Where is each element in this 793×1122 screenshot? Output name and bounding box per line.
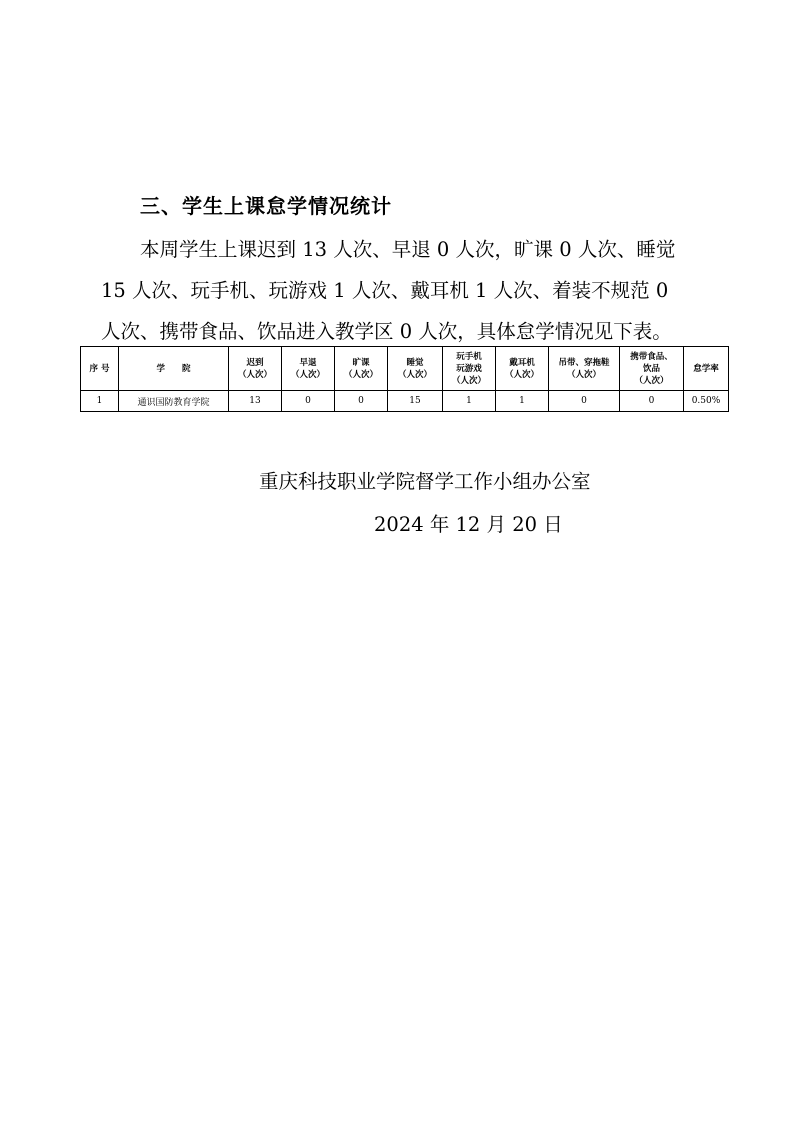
summary-line-1: 本周学生上课迟到 13 人次、早退 0 人次，旷课 0 人次、睡觉 <box>140 238 676 261</box>
column-header-line: （人次） <box>343 369 378 380</box>
column-header-line: 旷课 <box>352 357 370 368</box>
table-cell: 0 <box>335 391 388 412</box>
truancy-stats-table <box>80 346 729 412</box>
summary-paragraph <box>101 229 701 352</box>
column-header-line: （人次） <box>237 369 272 380</box>
column-header-line: 睡觉 <box>406 357 424 368</box>
column-header <box>388 347 443 391</box>
column-header <box>282 347 335 391</box>
table-cell: 0 <box>282 391 335 412</box>
column-header-line: （人次） <box>504 369 539 380</box>
table-cell: 通识国防教育学院 <box>119 391 229 412</box>
column-header <box>335 347 388 391</box>
table-cell: 15 <box>388 391 443 412</box>
column-header-line: 学 院 <box>156 363 191 374</box>
summary-line-3: 人次、携带食品、饮品进入教学区 0 人次，具体怠学情况见下表。 <box>101 320 672 343</box>
table-cell: 13 <box>229 391 282 412</box>
column-header <box>443 347 496 391</box>
column-header-line: 玩手机 <box>456 351 482 362</box>
column-header-line: 迟到 <box>246 357 264 368</box>
column-header-line: （人次） <box>397 369 432 380</box>
column-header <box>684 347 729 391</box>
column-header <box>229 347 282 391</box>
table-body <box>81 391 729 412</box>
table-cell: 0.50% <box>684 391 729 412</box>
table-row <box>81 391 729 412</box>
column-header-line: （人次） <box>634 375 669 386</box>
table-header-row <box>81 347 729 391</box>
column-header-line: （人次） <box>566 369 601 380</box>
column-header-line: 携带食品、 <box>630 351 673 362</box>
column-header-line: （人次） <box>451 375 486 386</box>
column-header-line: 戴耳机 <box>509 357 535 368</box>
table-cell: 1 <box>81 391 119 412</box>
section-heading: 三、学生上课怠学情况统计 <box>140 194 392 218</box>
column-header <box>119 347 229 391</box>
column-header-line: 怠学率 <box>693 363 719 374</box>
column-header-line: 序 号 <box>89 363 110 374</box>
column-header-line: 玩游戏 <box>456 363 482 374</box>
column-header <box>549 347 620 391</box>
column-header-line: 饮品 <box>642 363 660 374</box>
column-header <box>81 347 119 391</box>
column-header <box>620 347 684 391</box>
issue-date: 2024 年 12 月 20 日 <box>374 513 563 536</box>
table-cell: 1 <box>443 391 496 412</box>
column-header-line: 早退 <box>299 357 317 368</box>
column-header-line: （人次） <box>290 369 325 380</box>
table-cell: 0 <box>549 391 620 412</box>
column-header-line: 吊带、穿拖鞋 <box>558 357 610 368</box>
table-cell: 1 <box>496 391 549 412</box>
column-header <box>496 347 549 391</box>
issuing-office: 重庆科技职业学院督学工作小组办公室 <box>259 470 591 493</box>
table-cell: 0 <box>620 391 684 412</box>
summary-line-2: 15 人次、玩手机、玩游戏 1 人次、戴耳机 1 人次、着装不规范 0 <box>101 279 669 302</box>
